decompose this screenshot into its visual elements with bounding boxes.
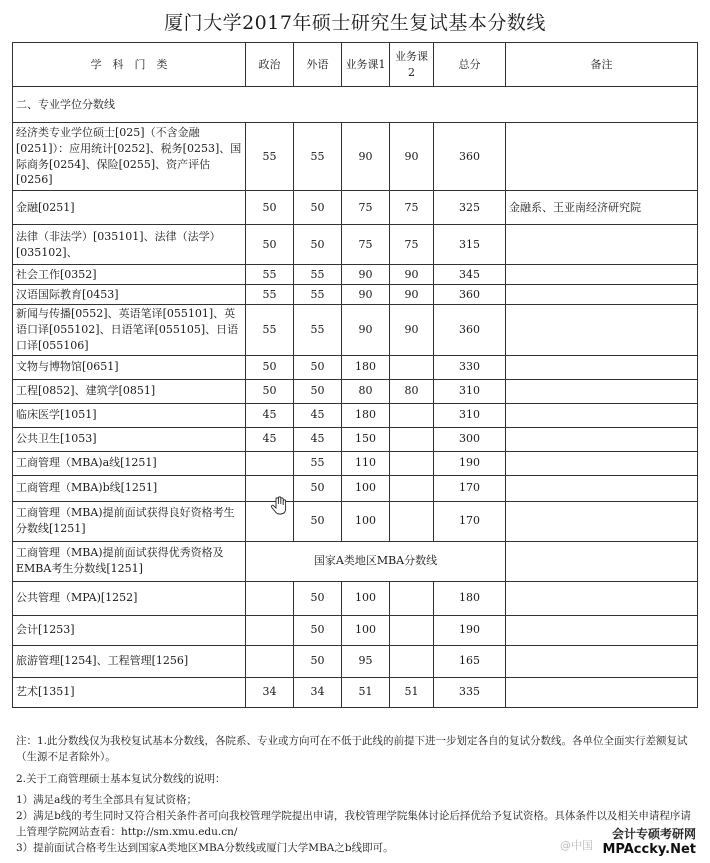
- cell-name: 工商管理（MBA)a线[1251]: [13, 451, 246, 475]
- cell-name: 公共卫生[1053]: [13, 427, 246, 451]
- cell-total: 315: [434, 225, 506, 265]
- header-politics: 政治: [246, 43, 294, 87]
- cell-politics: 45: [246, 427, 294, 451]
- cell-remark: [506, 677, 698, 707]
- cell-remark: [506, 501, 698, 541]
- cell-foreign: 50: [294, 645, 342, 677]
- cell-c2: 90: [390, 305, 434, 356]
- cell-c1: 80: [342, 379, 390, 403]
- cell-politics: [246, 581, 294, 615]
- cell-c1: 100: [342, 475, 390, 501]
- cell-c1: 100: [342, 615, 390, 645]
- cell-c2: [390, 403, 434, 427]
- cell-politics: 50: [246, 379, 294, 403]
- cell-c1: 100: [342, 581, 390, 615]
- cell-total: 165: [434, 645, 506, 677]
- cell-politics: 34: [246, 677, 294, 707]
- note-2: 2.关于工商管理硕士基本复试分数线的说明：: [16, 772, 226, 785]
- cell-total: 170: [434, 501, 506, 541]
- cell-c2: 80: [390, 379, 434, 403]
- cell-remark: [506, 475, 698, 501]
- cell-remark: [506, 403, 698, 427]
- cell-foreign: 55: [294, 285, 342, 305]
- cell-politics: 55: [246, 305, 294, 356]
- cell-remark: [506, 285, 698, 305]
- table-row: [13, 645, 698, 677]
- cell-c1: 150: [342, 427, 390, 451]
- cell-c1: 110: [342, 451, 390, 475]
- cell-c2: [390, 581, 434, 615]
- watermark-line2: MPAccky.Net: [602, 842, 696, 857]
- site-watermark: [602, 825, 696, 857]
- cell-foreign: 50: [294, 501, 342, 541]
- table-row: [13, 123, 698, 191]
- table-row: [13, 475, 698, 501]
- cell-c2: [390, 427, 434, 451]
- cell-c1: 100: [342, 501, 390, 541]
- table-row: [13, 305, 698, 356]
- cell-c2: [390, 451, 434, 475]
- cell-foreign: 55: [294, 123, 342, 191]
- cell-politics: 55: [246, 285, 294, 305]
- cell-name: 会计[1253]: [13, 615, 246, 645]
- cell-remark: [506, 305, 698, 356]
- cell-foreign: 50: [294, 191, 342, 225]
- cell-foreign: 55: [294, 265, 342, 285]
- cell-foreign: 50: [294, 355, 342, 379]
- cell-name: 旅游管理[1254]、工程管理[1256]: [13, 645, 246, 677]
- cell-name: 工商管理（MBA)b线[1251]: [13, 475, 246, 501]
- cell-c2: 75: [390, 225, 434, 265]
- table-row-merged: [13, 541, 698, 581]
- header-subject: 学 科 门 类: [13, 43, 246, 87]
- cell-c1: 75: [342, 225, 390, 265]
- table-row: [13, 451, 698, 475]
- cell-c2: 90: [390, 265, 434, 285]
- cell-name: 工商管理（MBA)提前面试获得优秀资格及EMBA考生分数线[1251]: [13, 541, 246, 581]
- header-remark: 备注: [506, 43, 698, 87]
- cell-name: 工程[0852]、建筑学[0851]: [13, 379, 246, 403]
- cell-foreign: 55: [294, 305, 342, 356]
- cell-c1: 51: [342, 677, 390, 707]
- cell-c1: 90: [342, 123, 390, 191]
- cell-remark: [506, 379, 698, 403]
- cell-merged-score: 国家A类地区MBA分数线: [246, 541, 506, 581]
- cell-total: 360: [434, 285, 506, 305]
- cell-total: 300: [434, 427, 506, 451]
- cell-total: 335: [434, 677, 506, 707]
- cell-politics: 50: [246, 225, 294, 265]
- cell-foreign: 45: [294, 427, 342, 451]
- cell-total: 330: [434, 355, 506, 379]
- table-row: [13, 615, 698, 645]
- cell-politics: 50: [246, 191, 294, 225]
- table-row: [13, 581, 698, 615]
- cell-foreign: 50: [294, 225, 342, 265]
- cell-total: 190: [434, 615, 506, 645]
- section-title: 二、专业学位分数线: [13, 87, 698, 123]
- watermark-line1: 会计专硕考研网: [611, 827, 696, 841]
- hand-cursor-icon: [270, 496, 288, 516]
- section-row: [13, 87, 698, 123]
- cell-total: 190: [434, 451, 506, 475]
- cell-remark: 金融系、王亚南经济研究院: [506, 191, 698, 225]
- table-row: [13, 285, 698, 305]
- cell-total: 170: [434, 475, 506, 501]
- score-table: [12, 42, 698, 708]
- cell-c2: 51: [390, 677, 434, 707]
- header-course2: 业务课2: [390, 43, 434, 87]
- cell-foreign: 50: [294, 615, 342, 645]
- cell-politics: 50: [246, 355, 294, 379]
- cell-name: 工商管理（MBA)提前面试获得良好资格考生分数线[1251]: [13, 501, 246, 541]
- cell-foreign: 55: [294, 451, 342, 475]
- table-row: [13, 501, 698, 541]
- notes-section: [16, 734, 700, 856]
- cell-c1: 75: [342, 191, 390, 225]
- cell-politics: 45: [246, 403, 294, 427]
- header-total: 总分: [434, 43, 506, 87]
- cell-c2: 75: [390, 191, 434, 225]
- note-4: 2）满足b线的考生同时又符合相关条件者可向我校管理学院提出申请，我校管理学院集体讨论后择优给予复试资格。具体条件以及相关申请程序请上管理学院网站查看：http://sm.xmu.edu.cn/: [16, 810, 691, 838]
- cell-remark: [506, 225, 698, 265]
- cell-foreign: 50: [294, 581, 342, 615]
- table-row: [13, 265, 698, 285]
- cell-c1: 90: [342, 265, 390, 285]
- cell-c1: 95: [342, 645, 390, 677]
- table-row: [13, 355, 698, 379]
- table-row: [13, 379, 698, 403]
- cell-c2: [390, 355, 434, 379]
- note-5: 3）提前面试合格考生达到国家A类地区MBA分数线或厦门大学MBA之b线即可。: [16, 841, 394, 854]
- cell-politics: [246, 451, 294, 475]
- table-row: [13, 403, 698, 427]
- cell-total: 325: [434, 191, 506, 225]
- cell-politics: [246, 615, 294, 645]
- cell-foreign: 50: [294, 475, 342, 501]
- cell-c1: 180: [342, 355, 390, 379]
- cell-remark: [506, 355, 698, 379]
- cell-remark: [506, 427, 698, 451]
- cell-c2: [390, 475, 434, 501]
- cell-politics: 55: [246, 265, 294, 285]
- cell-total: 345: [434, 265, 506, 285]
- cell-name: 汉语国际教育[0453]: [13, 285, 246, 305]
- cell-total: 360: [434, 305, 506, 356]
- header-foreign: 外语: [294, 43, 342, 87]
- cell-remark: [506, 265, 698, 285]
- cell-name: 临床医学[1051]: [13, 403, 246, 427]
- cell-total: 180: [434, 581, 506, 615]
- cell-remark: [506, 541, 698, 581]
- header-course1: 业务课1: [342, 43, 390, 87]
- cell-name: 经济类专业学位硕士[025]（不含金融[0251]）：应用统计[0252]、税务[0253]、国际商务[0254]、保险[0255]、资产评估[0256]: [13, 123, 246, 191]
- cell-name: 公共管理（MPA)[1252]: [13, 581, 246, 615]
- cell-c2: [390, 615, 434, 645]
- cell-total: 310: [434, 403, 506, 427]
- cell-name: 金融[0251]: [13, 191, 246, 225]
- cell-c1: 90: [342, 285, 390, 305]
- table-row: [13, 225, 698, 265]
- weibo-watermark: @中国: [560, 839, 593, 852]
- note-3: 1）满足a线的考生全部具有复试资格；: [16, 794, 197, 807]
- cell-remark: [506, 581, 698, 615]
- cell-politics: 55: [246, 123, 294, 191]
- cell-c1: 90: [342, 305, 390, 356]
- cell-foreign: 45: [294, 403, 342, 427]
- header-row: [13, 43, 698, 87]
- cell-foreign: 34: [294, 677, 342, 707]
- cell-remark: [506, 451, 698, 475]
- page-title: 厦门大学2017年硕士研究生复试基本分数线: [164, 12, 546, 34]
- cell-politics: [246, 645, 294, 677]
- note-1: 注：1.此分数线仅为我校复试基本分数线，各院系、专业或方向可在不低于此线的前提下进一步划定各自的复试分数线。各单位全面实行差额复试（生源不足者除外）。: [16, 735, 688, 763]
- cell-name: 艺术[1351]: [13, 677, 246, 707]
- cell-c2: [390, 645, 434, 677]
- cell-c1: 180: [342, 403, 390, 427]
- cell-total: 360: [434, 123, 506, 191]
- cell-foreign: 50: [294, 379, 342, 403]
- cell-name: 社会工作[0352]: [13, 265, 246, 285]
- cell-name: 文物与博物馆[0651]: [13, 355, 246, 379]
- table-row: [13, 427, 698, 451]
- cell-c2: 90: [390, 285, 434, 305]
- cell-name: 新闻与传播[0552]、英语笔译[055101]、英语口译[055102]、日语笔译[055105]、日语口译[055106]: [13, 305, 246, 356]
- cell-c2: [390, 501, 434, 541]
- table-row: [13, 677, 698, 707]
- cell-total: 310: [434, 379, 506, 403]
- cell-remark: [506, 123, 698, 191]
- cell-name: 法律（非法学）[035101]、法律（法学）[035102]、: [13, 225, 246, 265]
- table-row: [13, 191, 698, 225]
- cell-remark: [506, 645, 698, 677]
- cell-remark: [506, 615, 698, 645]
- cell-c2: 90: [390, 123, 434, 191]
